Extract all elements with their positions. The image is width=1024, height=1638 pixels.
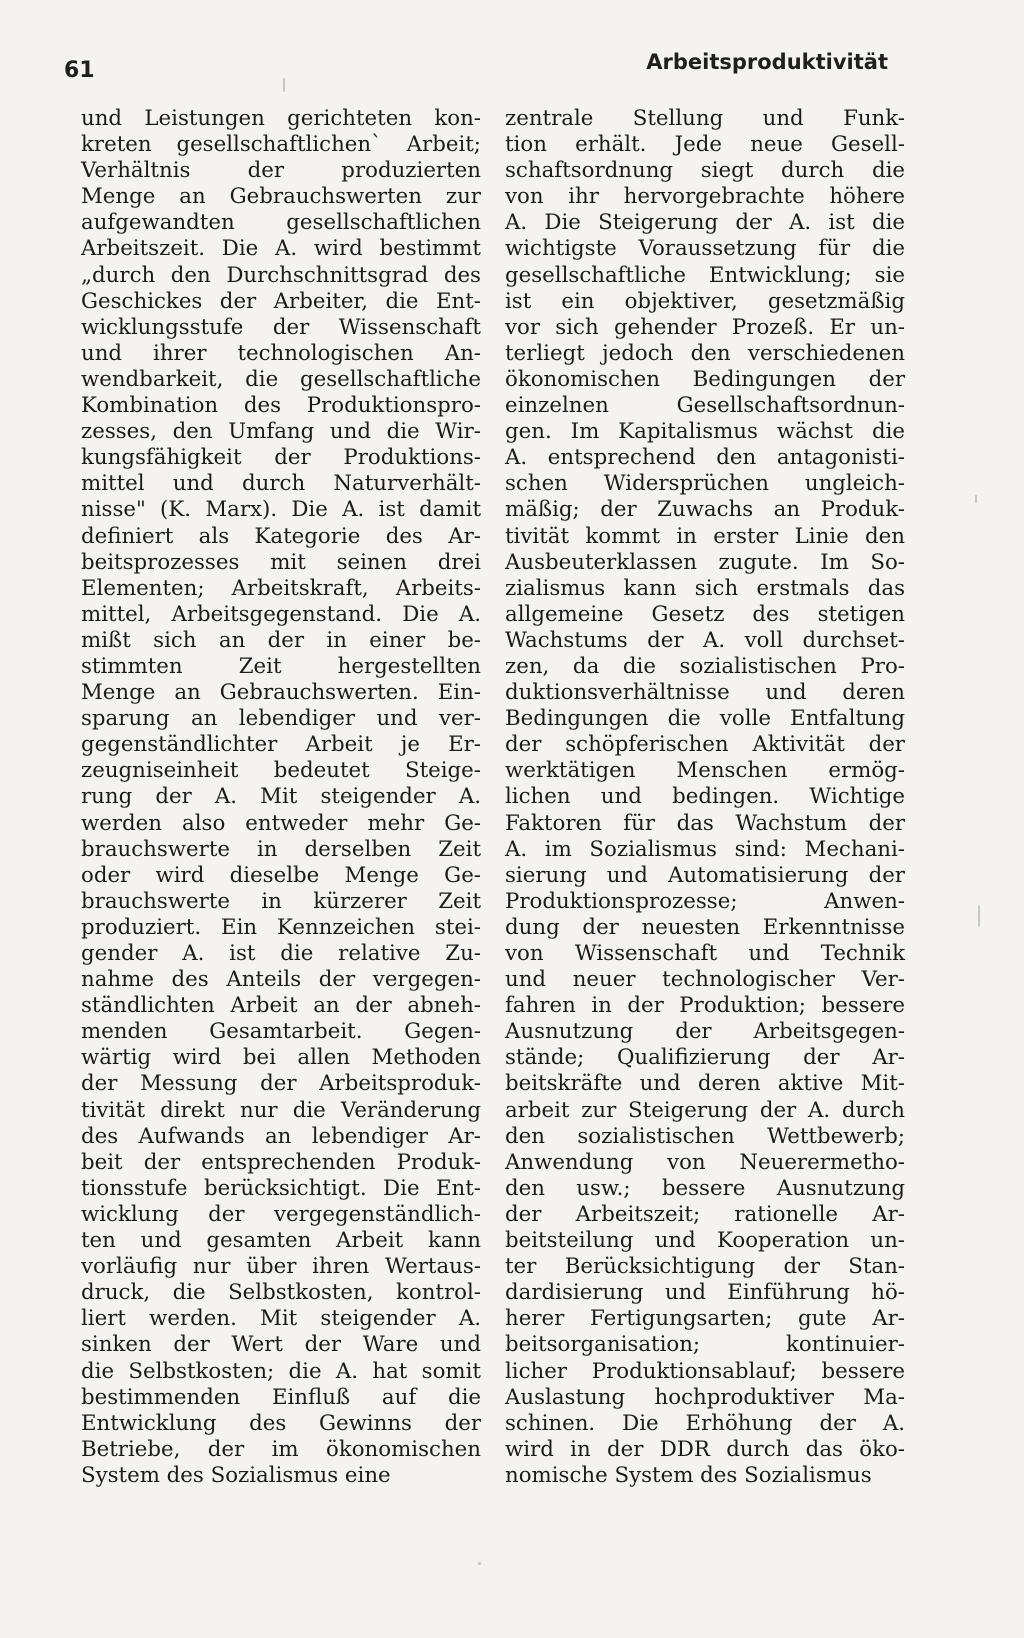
text-line: zen, da die sozialistischen Pro- (505, 653, 905, 679)
text-line: der Messung der Arbeitsproduk- (81, 1071, 481, 1097)
text-line: stände; Qualifizierung der Ar- (505, 1045, 905, 1071)
text-line: Auslastung hochproduktiver Ma- (505, 1384, 905, 1410)
text-line: Betriebe, der im ökonomischen (81, 1436, 481, 1462)
text-line: schaftsordnung siegt durch die (505, 158, 905, 184)
text-line: A. entsprechend den antagonisti- (505, 445, 905, 471)
text-line: ten und gesamten Arbeit kann (81, 1228, 481, 1254)
scan-speck (975, 495, 977, 503)
text-line: Anwendung von Neuerermetho- (505, 1149, 905, 1175)
text-line: zesses, den Umfang und die Wir- (81, 419, 481, 445)
text-line: A. Die Steigerung der A. ist die (505, 210, 905, 236)
text-line: und Leistungen gerichteten kon- (81, 106, 481, 131)
text-line: sinken der Wert der Ware und (81, 1332, 481, 1358)
text-line: einzelnen Gesellschaftsordnun- (505, 393, 905, 419)
text-line: schen Widersprüchen ungleich- (505, 471, 905, 497)
text-line: tivität kommt in erster Linie den (505, 523, 905, 549)
text-line: fahren in der Produktion; bessere (505, 993, 905, 1019)
text-line: Verhältnis der produzierten (81, 158, 481, 184)
text-line: wicklung der vergegenständlich- (81, 1201, 481, 1227)
text-line: gesellschaftliche Entwicklung; sie (505, 262, 905, 288)
text-line: vor sich gehender Prozeß. Er un- (505, 314, 905, 340)
text-line: zialismus kann sich erstmals das (505, 575, 905, 601)
text-line: System des Sozialismus eine (81, 1462, 391, 1488)
text-line: dung der neuesten Erkenntnisse (505, 914, 905, 940)
text-line: mittel, Arbeitsgegenstand. Die A. (81, 601, 481, 627)
text-line: sparung an lebendiger und ver- (81, 706, 481, 732)
text-line: lichen und bedingen. Wichtige (505, 784, 905, 810)
text-line: wichtigste Voraussetzung für die (505, 236, 905, 262)
text-line: rung der A. Mit steigender A. (81, 784, 481, 810)
text-line: oder wird dieselbe Menge Ge- (81, 862, 481, 888)
text-line: herer Fertigungsarten; gute Ar- (505, 1306, 905, 1332)
text-line: Ausbeuterklassen zugute. Im So- (505, 549, 905, 575)
text-line: stimmten Zeit hergestellten (81, 653, 481, 679)
text-line: beitsorganisation; kontinuier- (505, 1332, 905, 1358)
text-line: Bedingungen die volle Entfaltung (505, 706, 905, 732)
scan-speck (283, 78, 285, 92)
text-line: liert werden. Mit steigender A. (81, 1306, 481, 1332)
text-line: allgemeine Gesetz des stetigen (505, 601, 905, 627)
text-line: kreten gesellschaftlichen` Arbeit; (81, 132, 481, 158)
text-line: druck, die Selbstkosten, kontrol- (81, 1280, 481, 1306)
text-line: kungsfähigkeit der Produktions- (81, 445, 481, 471)
text-line: des Aufwands an lebendiger Ar- (81, 1123, 481, 1149)
text-line: der schöpferischen Aktivität der (505, 732, 905, 758)
text-line: tivität direkt nur die Veränderung (81, 1097, 481, 1123)
running-head: Arbeitsproduktivität (646, 50, 888, 74)
text-line: ist ein objektiver, gesetzmäßig (505, 288, 905, 314)
scan-speck (478, 1562, 481, 1565)
right-column (505, 106, 905, 1489)
text-line: wärtig wird bei allen Methoden (81, 1045, 481, 1071)
text-line: den sozialistischen Wettbewerb; (505, 1123, 905, 1149)
text-line: Arbeitszeit. Die A. wird bestimmt (81, 236, 481, 262)
text-line: ter Berücksichtigung der Stan- (505, 1254, 905, 1280)
text-line: Geschickes der Arbeiter, die Ent- (81, 288, 481, 314)
text-line: Entwicklung des Gewinns der (81, 1410, 481, 1436)
text-line: Produktionsprozesse; Anwen- (505, 888, 905, 914)
text-line: beitskräfte und deren aktive Mit- (505, 1071, 905, 1097)
text-line: arbeit zur Steigerung der A. durch (505, 1097, 905, 1123)
left-column (81, 106, 481, 1489)
text-line: nisse" (K. Marx). Die A. ist damit (81, 497, 481, 523)
text-line: nomische System des Sozialismus (505, 1462, 872, 1488)
text-line: mäßig; der Zuwachs an Produk- (505, 497, 905, 523)
text-line: gender A. ist die relative Zu- (81, 941, 481, 966)
text-line: ständlichten Arbeit an der abneh- (81, 993, 481, 1019)
text-line: A. im Sozialismus sind: Mechani- (505, 836, 905, 862)
text-line: aufgewandten gesellschaftlichen (81, 210, 481, 236)
text-line: schinen. Die Erhöhung der A. (505, 1410, 905, 1436)
text-line: brauchswerte in derselben Zeit (81, 836, 481, 862)
text-line: und ihrer technologischen An- (81, 340, 481, 366)
text-line: von ihr hervorgebrachte höhere (505, 184, 905, 210)
text-line: Elementen; Arbeitskraft, Arbeits- (81, 575, 481, 601)
text-line: Faktoren für das Wachstum der (505, 810, 905, 836)
text-line: bestimmenden Einfluß auf die (81, 1384, 481, 1410)
text-line: vorläufig nur über ihren Wertaus- (81, 1254, 481, 1280)
text-line: mißt sich an der in einer be- (81, 627, 481, 653)
text-line: tionsstufe berücksichtigt. Die Ent- (81, 1175, 481, 1201)
text-line: Ausnutzung der Arbeitsgegen- (505, 1019, 905, 1045)
text-line: brauchswerte in kürzerer Zeit (81, 888, 481, 914)
text-line: Menge an Gebrauchswerten. Ein- (81, 680, 481, 706)
text-line: beit der entsprechenden Produk- (81, 1149, 481, 1175)
text-line: wendbarkeit, die gesellschaftliche (81, 366, 481, 392)
text-line: terliegt jedoch den verschiedenen (505, 340, 905, 366)
text-line: der Arbeitszeit; rationelle Ar- (505, 1201, 905, 1227)
text-line: menden Gesamtarbeit. Gegen- (81, 1019, 481, 1045)
text-line: „durch den Durchschnittsgrad des (81, 262, 481, 288)
scan-speck (978, 905, 980, 927)
page-number: 61 (64, 58, 95, 83)
text-line: Kombination des Produktionspro- (81, 393, 481, 419)
text-line: ökonomischen Bedingungen der (505, 366, 905, 392)
text-line: duktionsverhältnisse und deren (505, 680, 905, 706)
text-line: und neuer technologischer Ver- (505, 967, 905, 993)
text-line: licher Produktionsablauf; bessere (505, 1358, 905, 1384)
text-line: werktätigen Menschen ermög- (505, 758, 905, 784)
text-line: wird in der DDR durch das öko- (505, 1436, 905, 1462)
text-line: den usw.; bessere Ausnutzung (505, 1175, 905, 1201)
text-line: tion erhält. Jede neue Gesell- (505, 132, 905, 158)
text-line: zeugniseinheit bedeutet Steige- (81, 758, 481, 784)
text-line: gegenständlichter Arbeit je Er- (81, 732, 481, 758)
text-line: Wachstums der A. voll durchset- (505, 627, 905, 653)
text-line: sierung und Automatisierung der (505, 862, 905, 888)
text-line: Menge an Gebrauchswerten zur (81, 184, 481, 210)
text-line: beitsteilung und Kooperation un- (505, 1228, 905, 1254)
text-line: wicklungsstufe der Wissenschaft (81, 314, 481, 340)
text-line: die Selbstkosten; die A. hat somit (81, 1358, 481, 1384)
text-line: gen. Im Kapitalismus wächst die (505, 419, 905, 445)
text-line: beitsprozesses mit seinen drei (81, 549, 481, 575)
text-line: produziert. Ein Kennzeichen stei- (81, 914, 481, 940)
text-line: definiert als Kategorie des Ar- (81, 523, 481, 549)
text-line: von Wissenschaft und Technik (505, 941, 905, 966)
text-line: werden also entweder mehr Ge- (81, 810, 481, 836)
text-line: mittel und durch Naturverhält- (81, 471, 481, 497)
text-line: nahme des Anteils der vergegen- (81, 967, 481, 993)
text-line: dardisierung und Einführung hö- (505, 1280, 905, 1306)
text-line: zentrale Stellung und Funk- (505, 106, 905, 131)
